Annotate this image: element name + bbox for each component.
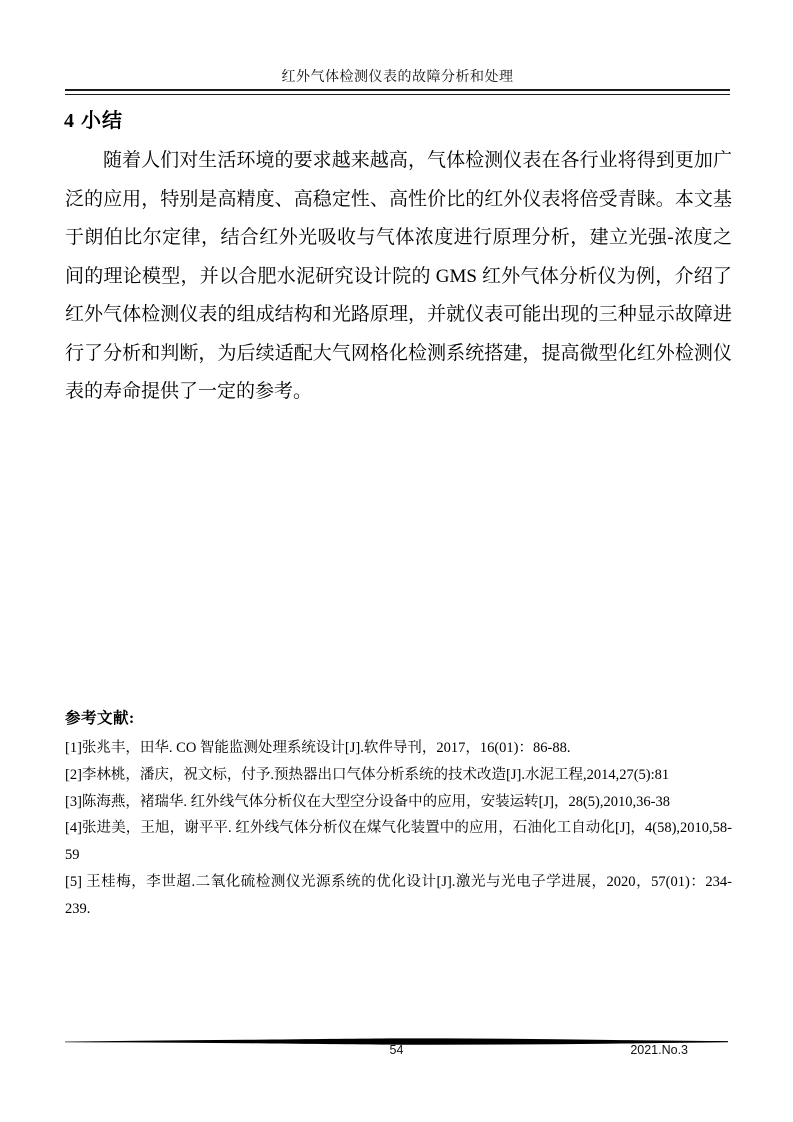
issue-number: 2021.No.3 bbox=[630, 1043, 688, 1057]
reference-item: [3]陈海燕，褚瑞华. 红外线气体分析仪在大型空分设备中的应用，安装运转[J]，28(5),2010,36-38 bbox=[65, 793, 670, 810]
section-heading: 4 小结 bbox=[64, 110, 123, 132]
page-number: 54 bbox=[389, 1043, 404, 1057]
reference-item: [5] 王桂梅，李世超.二氧化硫检测仪光源系统的优化设计[J].激光与光电子学进展，2020，57(01)：234-239. bbox=[65, 873, 732, 917]
summary-paragraph: 随着人们对生活环境的要求越来越高，气体检测仪表在各行业将得到更加广泛的应用，特别是高精度、高稳定性、高性价比的红外仪表将倍受青睐。本文基于朗伯比尔定律，结合红外光吸收与气体浓度进行原理分析，建立光强-浓度之间的理论模型，并以合肥水泥研究设计院的 GMS 红外气体分析仪为例，介绍了红外气体检测仪表的组成结构和光路原理，并就仪表可能出现的三种显示故障进行了分析和判断，为后续适配大气网格化检测系统搭建，提高微型化红外检测仪表的寿命提供了一定的参考。 bbox=[65, 150, 732, 402]
reference-item: [2]李林桃，潘庆，祝文标，付予.预热器出口气体分析系统的技术改造[J].水泥工程,2014,27(5):81 bbox=[65, 766, 670, 783]
footer bbox=[65, 1043, 728, 1061]
header-rule bbox=[65, 89, 730, 95]
references-section bbox=[65, 706, 732, 923]
reference-item: [4]张进美，王旭，谢平平. 红外线气体分析仪在煤气化装置中的应用，石油化工自动化[J]，4(58),2010,58-59 bbox=[65, 820, 732, 864]
references-heading: 参考文献: bbox=[65, 710, 135, 727]
running-title: 红外气体检测仪表的故障分析和处理 bbox=[281, 70, 514, 85]
reference-item: [1]张兆丰，田华. CO 智能监测处理系统设计[J].软件导刊，2017，16(01)：86-88. bbox=[65, 740, 571, 756]
